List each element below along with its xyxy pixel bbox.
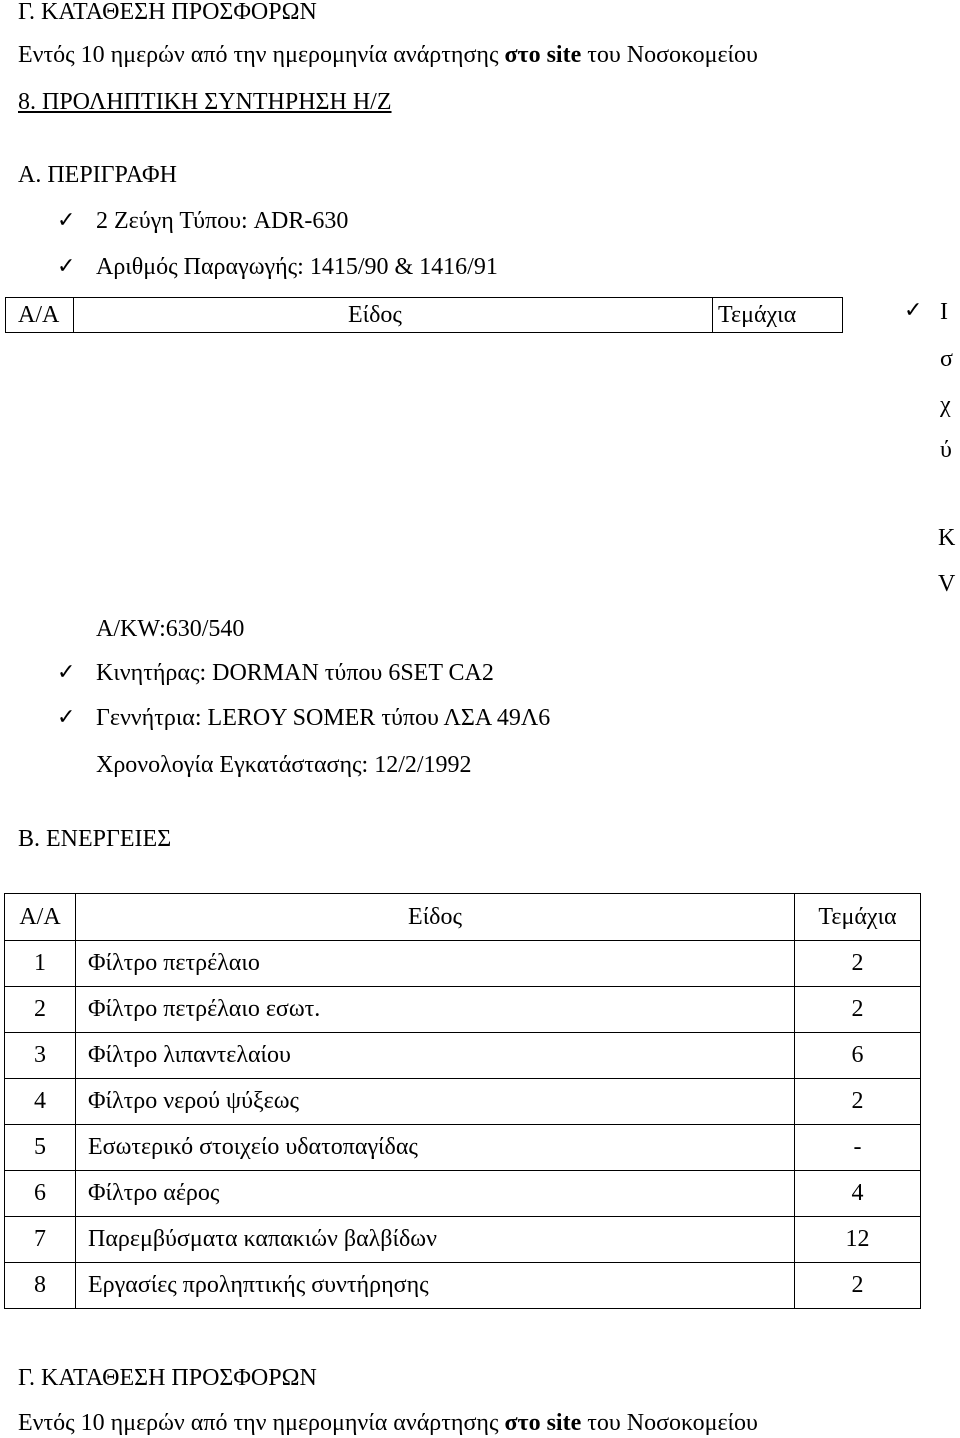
table-row — [5, 1125, 921, 1171]
row-qty: 6 — [795, 1033, 921, 1079]
table-row — [5, 941, 921, 987]
table-header-item: Είδος — [76, 894, 795, 941]
table-header-row — [5, 894, 921, 941]
vertical-char: σ — [940, 346, 953, 372]
table-header-aa: Α/Α — [18, 302, 60, 328]
description-power: A/KW:630/540 — [96, 616, 245, 642]
row-qty: - — [795, 1125, 921, 1171]
table-header-qty: Τεμάχια — [718, 302, 797, 328]
table-divider — [73, 298, 74, 332]
row-number: 2 — [5, 987, 76, 1033]
table-row — [5, 1263, 921, 1309]
description-item-model: 2 Ζεύγη Τύπου: ADR-630 — [96, 208, 349, 234]
check-icon: ✓ — [57, 705, 76, 730]
deadline-text-pre: Εντός 10 ημερών από την ημερομηνία ανάρτησης — [18, 42, 505, 68]
row-qty: 4 — [795, 1171, 921, 1217]
bottom-deadline-text — [18, 1411, 758, 1435]
vertical-char: χ — [940, 392, 951, 418]
actions-title: Β. ΕΝΕΡΓΕΙΕΣ — [18, 826, 172, 852]
check-icon: ✓ — [57, 254, 76, 279]
top-heading: Γ. ΚΑΤΑΘΕΣΗ ΠΡΟΣΦΟΡΩΝ — [18, 0, 317, 25]
vertical-char: V — [938, 571, 956, 597]
description-title: Α. ΠΕΡΙΓΡΑΦΗ — [18, 162, 177, 188]
actions-table — [4, 893, 921, 1309]
check-icon: ✓ — [57, 208, 76, 233]
row-item: Φίλτρο πετρέλαιο εσωτ. — [76, 987, 795, 1033]
table-row — [5, 987, 921, 1033]
check-icon: ✓ — [904, 298, 923, 323]
table-header-aa: Α/Α — [5, 894, 76, 941]
row-qty: 12 — [795, 1217, 921, 1263]
table-row — [5, 1171, 921, 1217]
vertical-char: Ι — [940, 299, 948, 325]
section-title: 8. ΠΡΟΛΗΠΤΙΚΗ ΣΥΝΤΗΡΗΣΗ Η/Ζ — [18, 89, 392, 115]
row-item: Φίλτρο νερού ψύξεως — [76, 1079, 795, 1125]
description-item-serial: Αριθμός Παραγωγής: 1415/90 & 1416/91 — [96, 254, 498, 280]
table-row — [5, 1079, 921, 1125]
deadline-text-bold: στο site — [504, 42, 582, 68]
description-table-header — [5, 297, 843, 333]
row-item: Φίλτρο αέρος — [76, 1171, 795, 1217]
row-number: 1 — [5, 941, 76, 987]
row-qty: 2 — [795, 941, 921, 987]
top-deadline-text — [18, 43, 758, 67]
row-item: Φίλτρο πετρέλαιο — [76, 941, 795, 987]
table-header-item: Είδος — [348, 302, 402, 328]
description-engine: Κινητήρας: DORMAN τύπου 6SET CA2 — [96, 660, 494, 686]
deadline-text-pre: Εντός 10 ημερών από την ημερομηνία ανάρτησης — [18, 1410, 505, 1436]
row-number: 3 — [5, 1033, 76, 1079]
table-row — [5, 1217, 921, 1263]
row-qty: 2 — [795, 1263, 921, 1309]
row-qty: 2 — [795, 1079, 921, 1125]
deadline-text-post: του Νοσοκομείου — [581, 1410, 758, 1436]
bottom-heading: Γ. ΚΑΤΑΘΕΣΗ ΠΡΟΣΦΟΡΩΝ — [18, 1365, 317, 1391]
deadline-text-post: του Νοσοκομείου — [581, 42, 758, 68]
row-item: Παρεμβύσματα καπακιών βαλβίδων — [76, 1217, 795, 1263]
vertical-char: ύ — [940, 437, 952, 463]
description-install-date: Χρονολογία Εγκατάστασης: 12/2/1992 — [96, 752, 472, 778]
description-generator: Γεννήτρια: LEROY SOMER τύπου ΛΣΑ 49Λ6 — [96, 705, 551, 731]
row-item: Φίλτρο λιπαντελαίου — [76, 1033, 795, 1079]
table-divider — [712, 298, 713, 332]
vertical-char: Κ — [938, 525, 956, 551]
row-number: 7 — [5, 1217, 76, 1263]
row-qty: 2 — [795, 987, 921, 1033]
check-icon: ✓ — [57, 660, 76, 685]
table-row — [5, 1033, 921, 1079]
row-number: 5 — [5, 1125, 76, 1171]
row-number: 6 — [5, 1171, 76, 1217]
row-item: Εργασίες προληπτικής συντήρησης — [76, 1263, 795, 1309]
row-number: 4 — [5, 1079, 76, 1125]
table-header-qty: Τεμάχια — [795, 894, 921, 941]
row-item: Εσωτερικό στοιχείο υδατοπαγίδας — [76, 1125, 795, 1171]
row-number: 8 — [5, 1263, 76, 1309]
deadline-text-bold: στο site — [504, 1410, 582, 1436]
